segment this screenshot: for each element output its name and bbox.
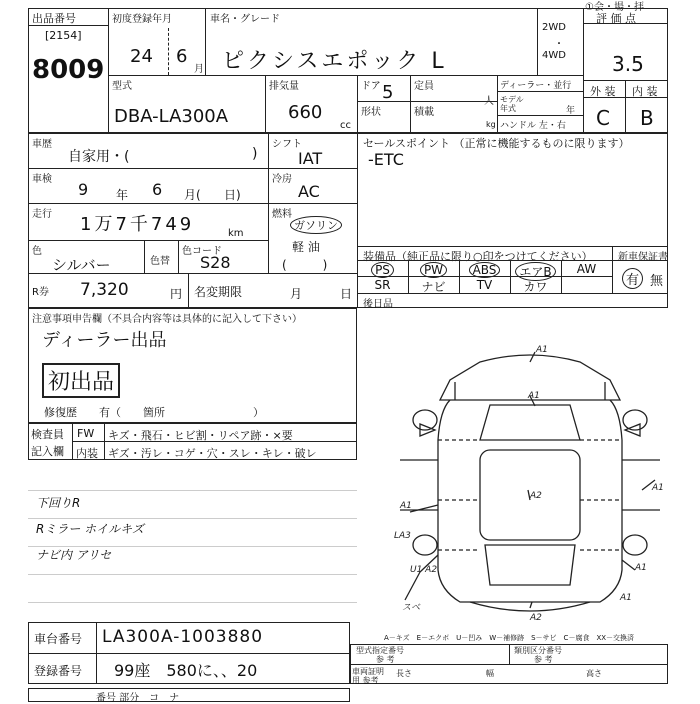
equipment-row2-item-1[interactable]: ナビ <box>421 280 446 294</box>
color-value: シルバー <box>52 256 111 274</box>
chassis-value: LA300A-1003880 <box>102 627 264 647</box>
color-label: 色 <box>32 246 42 257</box>
equipment-pw-item[interactable]: PW <box>408 262 459 278</box>
first-reg-month-unit: 月 <box>194 64 204 75</box>
warranty-no[interactable]: 無 <box>650 274 664 289</box>
width-label: 幅 <box>486 669 494 678</box>
first-reg-label: 初度登録年月 <box>112 14 172 25</box>
fuel-gasoline: ガソリン <box>290 216 342 234</box>
designated-ref: 参 考 <box>376 655 395 664</box>
mileage-unit: km <box>228 228 244 239</box>
reg-limit-month: 月 <box>290 287 303 301</box>
recycle-value: 7,320 <box>80 280 129 300</box>
lot-number: 8009 <box>32 55 105 85</box>
handwritten-note-2: Rミラー ホイルキズ <box>36 522 144 536</box>
doors-shape-label: 形状 <box>361 107 381 118</box>
model-label: 型式 <box>112 81 132 92</box>
drive-4wd[interactable]: 4WD <box>542 50 566 61</box>
fuel-diesel: 軽 油 <box>292 240 320 254</box>
handwritten-note-3: ナビ内 アリセ <box>36 548 112 562</box>
score-label: 評 価 点 <box>596 12 636 25</box>
equipment-ps-item[interactable]: PS <box>357 262 408 278</box>
notes-label: 注意事項申告欄（不具合内容等は具体的に記入して下さい） <box>32 314 302 325</box>
diag-label-3: A1 <box>652 483 664 493</box>
mileage-label: 走行 <box>32 209 52 220</box>
load-unit: kg <box>486 120 496 129</box>
equipment-row2-item-2[interactable]: TV <box>476 278 493 292</box>
history-label: 車歴 <box>32 139 52 150</box>
top-right-note: ①会・場・拝 <box>585 2 644 13</box>
height-label: 高さ <box>586 669 602 678</box>
car-damage-diagram <box>380 340 680 630</box>
later-label: 後日品 <box>363 299 393 310</box>
score-int: B <box>640 106 654 130</box>
drive-2wd[interactable]: 2WD <box>542 22 566 33</box>
registration-value: 99座 580に、、20 <box>114 661 258 680</box>
doors-label: ドア <box>361 81 381 92</box>
class-label: 類別区分番号 <box>514 646 562 655</box>
footer-cut: 番号 部分 コ ナ <box>96 693 180 704</box>
diag-label-7: A1 <box>635 563 647 573</box>
equipment-abs-item[interactable]: ABS <box>459 262 510 278</box>
chassis-label: 車台番号 <box>34 632 83 646</box>
ac-label: 冷房 <box>272 174 292 185</box>
displacement-value: 660 <box>288 102 323 123</box>
equipment-row2-item-0[interactable]: SR <box>374 278 391 292</box>
diag-label-1: A1 <box>536 345 548 355</box>
warranty-label: 新車保証書 <box>618 252 668 263</box>
score-ext: C <box>596 106 610 130</box>
inspection-day-unit: 日) <box>224 188 241 202</box>
designated-label: 型式指定番号 <box>356 646 404 655</box>
first-reg-year: 24 <box>130 46 153 67</box>
inspection-month-unit: 月( <box>184 188 201 202</box>
inspection-month: 6 <box>152 180 163 199</box>
check-interior: 内装 <box>76 447 98 460</box>
score-ext-label: 外 装 <box>590 85 616 98</box>
displacement-unit: cc <box>340 120 351 131</box>
recycle-label: R券 <box>32 287 49 298</box>
color-code: S28 <box>200 253 231 272</box>
lot-sub: [2154] <box>45 29 82 42</box>
notes-line2: 初出品 <box>42 363 120 398</box>
check-int-items: ギズ・汚レ・コゲ・穴・スレ・キレ・破レ <box>108 447 317 460</box>
history-close: ) <box>252 146 258 162</box>
model-year-unit: 年 <box>566 106 576 116</box>
fuel-paren: ( ) <box>282 258 328 272</box>
fuel-label: 燃料 <box>272 209 292 220</box>
load-label: 積載 <box>414 107 434 118</box>
sales-point-value: -ETC <box>368 150 404 169</box>
recycle-unit: 円 <box>170 287 183 301</box>
doors-value: 5 <box>382 82 394 103</box>
equipment-label: 装備品（純正品に限り○印をつけてください） <box>363 250 593 263</box>
first-reg-month: 6 <box>176 46 188 67</box>
registration-label: 登録番号 <box>34 664 83 678</box>
displacement-label: 排気量 <box>269 81 299 92</box>
equipment-エアb-item[interactable]: エアB <box>510 262 561 281</box>
color-change-label: 色替 <box>150 256 170 267</box>
color-code-label: 色コード <box>182 246 222 257</box>
equipment-row2-item-3[interactable]: カワ <box>523 280 548 294</box>
diag-label-8: U1 A2 <box>410 565 438 575</box>
check-fw-items: キズ・飛石・ヒビ割・リペア跡・×要 <box>108 429 293 442</box>
diag-label-2: A1 <box>528 391 540 401</box>
handwritten-note-1: 下回りR <box>36 496 81 510</box>
reg-limit-day: 日 <box>340 287 353 301</box>
warranty-yes[interactable]: 有 <box>622 268 643 289</box>
car-name-value: ピクシスエポック L <box>222 49 447 74</box>
mileage-value: 1万7千749 <box>80 214 195 235</box>
check-col1: 検査員 <box>31 428 64 441</box>
inspection-label: 車検 <box>32 174 52 185</box>
car-name-label: 車名・グレード <box>210 14 280 25</box>
capacity-unit: 人 <box>484 96 494 107</box>
score-value: 3.5 <box>612 52 644 76</box>
check-col2: 記入欄 <box>31 445 64 458</box>
diag-label-11: スベ <box>402 603 421 613</box>
drive-dot: ・ <box>554 39 564 50</box>
cert-label: 車両証明用 参考 <box>352 667 384 685</box>
reg-limit-label: 名変期限 <box>194 285 243 299</box>
diag-label-5: A1 <box>400 501 412 511</box>
equipment-aw-item[interactable]: AW <box>576 262 597 276</box>
inspection-year-unit: 年 <box>116 188 129 202</box>
diag-label-4: A2 <box>530 491 542 501</box>
length-label: 長さ <box>396 669 412 678</box>
damage-legend: A－キズ E－エクボ U－凹み W－補修跡 S－サビ C－腐食 XX－交換済 <box>384 634 635 642</box>
score-int-label: 内 装 <box>632 85 658 98</box>
check-fw: FW <box>77 427 95 440</box>
shift-value: IAT <box>298 149 323 168</box>
model-value: DBA-LA300A <box>114 106 229 127</box>
dealer-label: ディーラー・並行 <box>500 81 572 91</box>
notes-repair: 修復歴 有（ 箇所 ） <box>44 406 264 419</box>
history-value: 自家用・( <box>68 149 130 165</box>
diag-label-6: LA3 <box>394 531 411 541</box>
model-year-label: モデル 年式 <box>500 95 524 113</box>
ac-value: AC <box>298 182 320 201</box>
handle-label: ハンドル 左・右 <box>500 121 566 131</box>
notes-line1: ディーラー出品 <box>42 330 167 351</box>
inspection-year: 9 <box>78 180 89 199</box>
capacity-label: 定員 <box>414 81 434 92</box>
lot-label: 出品番号 <box>32 12 76 25</box>
diag-label-9: A1 <box>620 593 632 603</box>
class-ref: 参 考 <box>534 655 553 664</box>
diag-label-10: A2 <box>530 613 542 623</box>
sales-point-label: セールスポイント （正常に機能するものに限ります） <box>363 137 630 150</box>
shift-label: シフト <box>272 139 302 150</box>
